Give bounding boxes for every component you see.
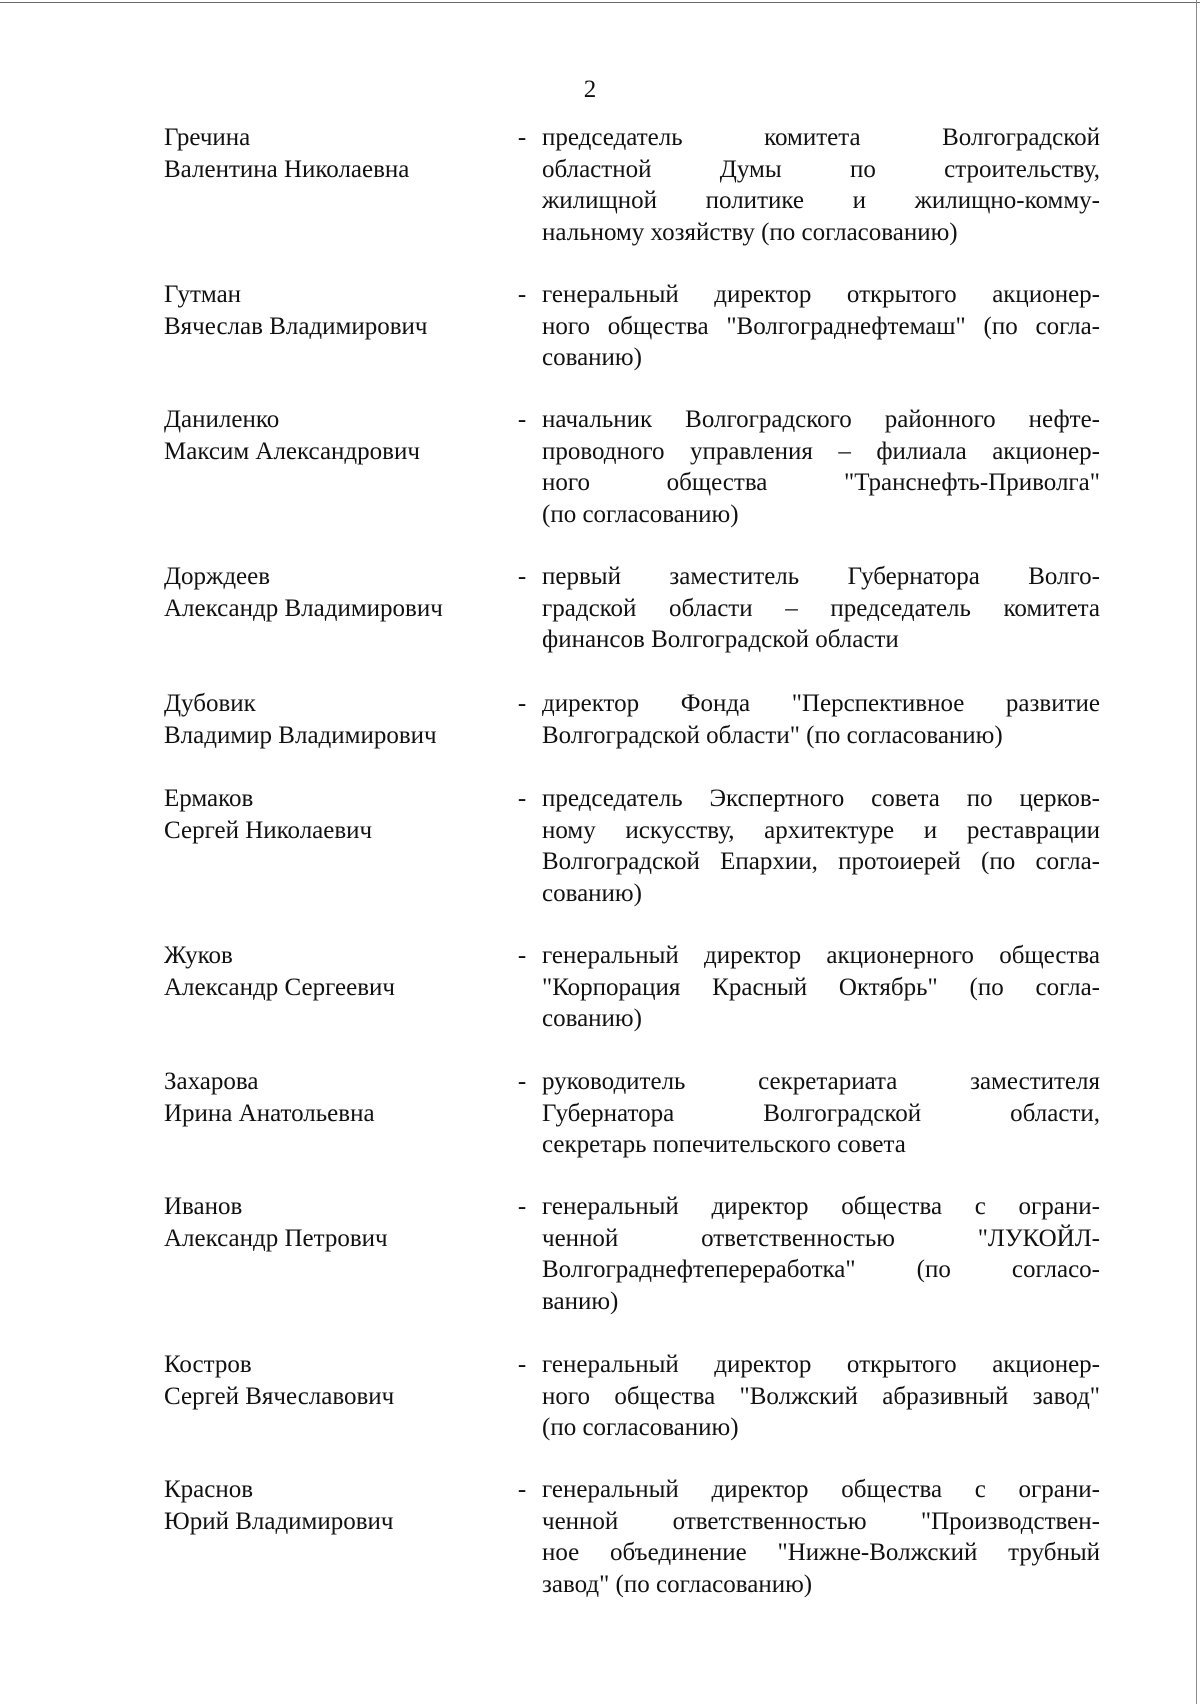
member-position bbox=[542, 1066, 1100, 1161]
member-surname: Захарова bbox=[164, 1068, 259, 1095]
member-name bbox=[164, 122, 504, 186]
member-given-names: Юрий Владимирович bbox=[164, 1508, 394, 1535]
separator-dash: - bbox=[517, 690, 527, 717]
separator-dash: - bbox=[517, 281, 527, 308]
member-name bbox=[164, 688, 504, 752]
position-line: Волгограднефтепереработка" (по согласо- bbox=[542, 1256, 1100, 1284]
position-line: (по согласованию) bbox=[542, 1414, 739, 1442]
member-position bbox=[542, 122, 1100, 248]
position-line: сованию) bbox=[542, 879, 642, 907]
position-line: "Корпорация Красный Октябрь" (по согла- bbox=[542, 973, 1100, 1001]
position-line: первый заместитель Губернатора Волго- bbox=[542, 563, 1100, 590]
position-line: Волгоградской Епархии, протоиерей (по согла- bbox=[542, 848, 1100, 876]
member-given-names: Максим Александрович bbox=[164, 438, 420, 465]
top-scan-edge bbox=[0, 2, 1200, 3]
member-surname: Гречина bbox=[164, 124, 251, 151]
position-line: ного общества "Транснефть-Приволга" bbox=[542, 469, 1100, 497]
position-line: завод" (по согласованию) bbox=[542, 1570, 813, 1598]
position-line: финансов Волгоградской области bbox=[542, 626, 899, 654]
position-line: Волгоградской области" (по согласованию) bbox=[542, 721, 1003, 749]
member-given-names: Александр Владимирович bbox=[164, 595, 443, 622]
member-surname: Ермаков bbox=[164, 785, 254, 812]
page-number: 2 bbox=[583, 76, 597, 103]
member-name bbox=[164, 1474, 504, 1538]
position-line: секретарь попечительского совета bbox=[542, 1131, 906, 1159]
separator-dash: - bbox=[517, 1351, 527, 1378]
position-line: нальному хозяйству (по согласованию) bbox=[542, 218, 958, 246]
member-name bbox=[164, 783, 504, 847]
position-line: областной Думы по строительству, bbox=[542, 155, 1100, 183]
member-name bbox=[164, 1191, 504, 1255]
member-given-names: Ирина Анатольевна bbox=[164, 1100, 375, 1127]
position-line: генеральный директор открытого акционер- bbox=[542, 281, 1100, 308]
member-given-names: Валентина Николаевна bbox=[164, 156, 410, 183]
position-line: ченной ответственностью "Производствен- bbox=[542, 1507, 1100, 1535]
member-position bbox=[542, 1474, 1100, 1600]
position-line: проводного управления – филиала акционер- bbox=[542, 437, 1100, 465]
member-position bbox=[542, 783, 1100, 909]
position-line: руководитель секретариата заместителя bbox=[542, 1068, 1100, 1095]
position-line: Губернатора Волгоградской области, bbox=[542, 1099, 1100, 1127]
position-line: председатель Экспертного совета по церков- bbox=[542, 785, 1100, 812]
position-line: ванию) bbox=[542, 1287, 619, 1315]
member-given-names: Владимир Владимирович bbox=[164, 722, 437, 749]
member-given-names: Сергей Вячеславович bbox=[164, 1383, 395, 1410]
position-line: генеральный директор общества с ограни- bbox=[542, 1476, 1100, 1503]
member-surname: Жуков bbox=[164, 942, 233, 969]
separator-dash: - bbox=[517, 1068, 527, 1095]
member-surname: Краснов bbox=[164, 1476, 254, 1503]
member-surname: Даниленко bbox=[164, 406, 280, 433]
member-given-names: Александр Петрович bbox=[164, 1225, 388, 1252]
member-surname: Иванов bbox=[164, 1193, 243, 1220]
position-line: (по согласованию) bbox=[542, 500, 739, 528]
position-line: градской области – председатель комитета bbox=[542, 594, 1100, 622]
member-position bbox=[542, 1191, 1100, 1317]
position-line: сованию) bbox=[542, 1005, 642, 1033]
separator-dash: - bbox=[517, 563, 527, 590]
member-surname: Дубовик bbox=[164, 690, 256, 717]
separator-dash: - bbox=[517, 406, 527, 433]
position-line: директор Фонда "Перспективное развитие bbox=[542, 690, 1100, 717]
separator-dash: - bbox=[517, 1193, 527, 1220]
member-name bbox=[164, 940, 504, 1004]
right-scan-edge bbox=[1196, 0, 1197, 1704]
position-line: ного общества "Волгограднефтемаш" (по согла- bbox=[542, 312, 1100, 340]
member-given-names: Сергей Николаевич bbox=[164, 817, 373, 844]
position-line: генеральный директор акционерного общества bbox=[542, 942, 1100, 969]
member-position bbox=[542, 688, 1100, 751]
position-line: генеральный директор открытого акционер- bbox=[542, 1351, 1100, 1378]
position-line: жилищной политике и жилищно-комму- bbox=[542, 187, 1100, 215]
separator-dash: - bbox=[517, 942, 527, 969]
member-position bbox=[542, 404, 1100, 530]
member-position bbox=[542, 1349, 1100, 1444]
member-given-names: Александр Сергеевич bbox=[164, 974, 395, 1001]
member-surname: Костров bbox=[164, 1351, 252, 1378]
member-position bbox=[542, 279, 1100, 374]
member-position bbox=[542, 940, 1100, 1035]
position-line: начальник Волгоградского районного нефте- bbox=[542, 406, 1100, 433]
position-line: ного общества "Волжский абразивный завод" bbox=[542, 1382, 1100, 1410]
member-surname: Гутман bbox=[164, 281, 242, 308]
separator-dash: - bbox=[517, 785, 527, 812]
position-line: ченной ответственностью "ЛУКОЙЛ- bbox=[542, 1224, 1100, 1252]
member-surname: Дорждеев bbox=[164, 563, 271, 590]
member-given-names: Вячеслав Владимирович bbox=[164, 313, 428, 340]
separator-dash: - bbox=[517, 1476, 527, 1503]
member-name bbox=[164, 561, 504, 625]
position-line: ное объединение "Нижне-Волжский трубный bbox=[542, 1539, 1100, 1567]
position-line: председатель комитета Волгоградской bbox=[542, 124, 1100, 151]
member-name bbox=[164, 1349, 504, 1413]
separator-dash: - bbox=[517, 124, 527, 151]
position-line: генеральный директор общества с ограни- bbox=[542, 1193, 1100, 1220]
member-name bbox=[164, 404, 504, 468]
member-name bbox=[164, 279, 504, 343]
position-line: ному искусству, архитектуре и реставрации bbox=[542, 816, 1100, 844]
member-name bbox=[164, 1066, 504, 1130]
member-position bbox=[542, 561, 1100, 656]
position-line: сованию) bbox=[542, 344, 642, 372]
